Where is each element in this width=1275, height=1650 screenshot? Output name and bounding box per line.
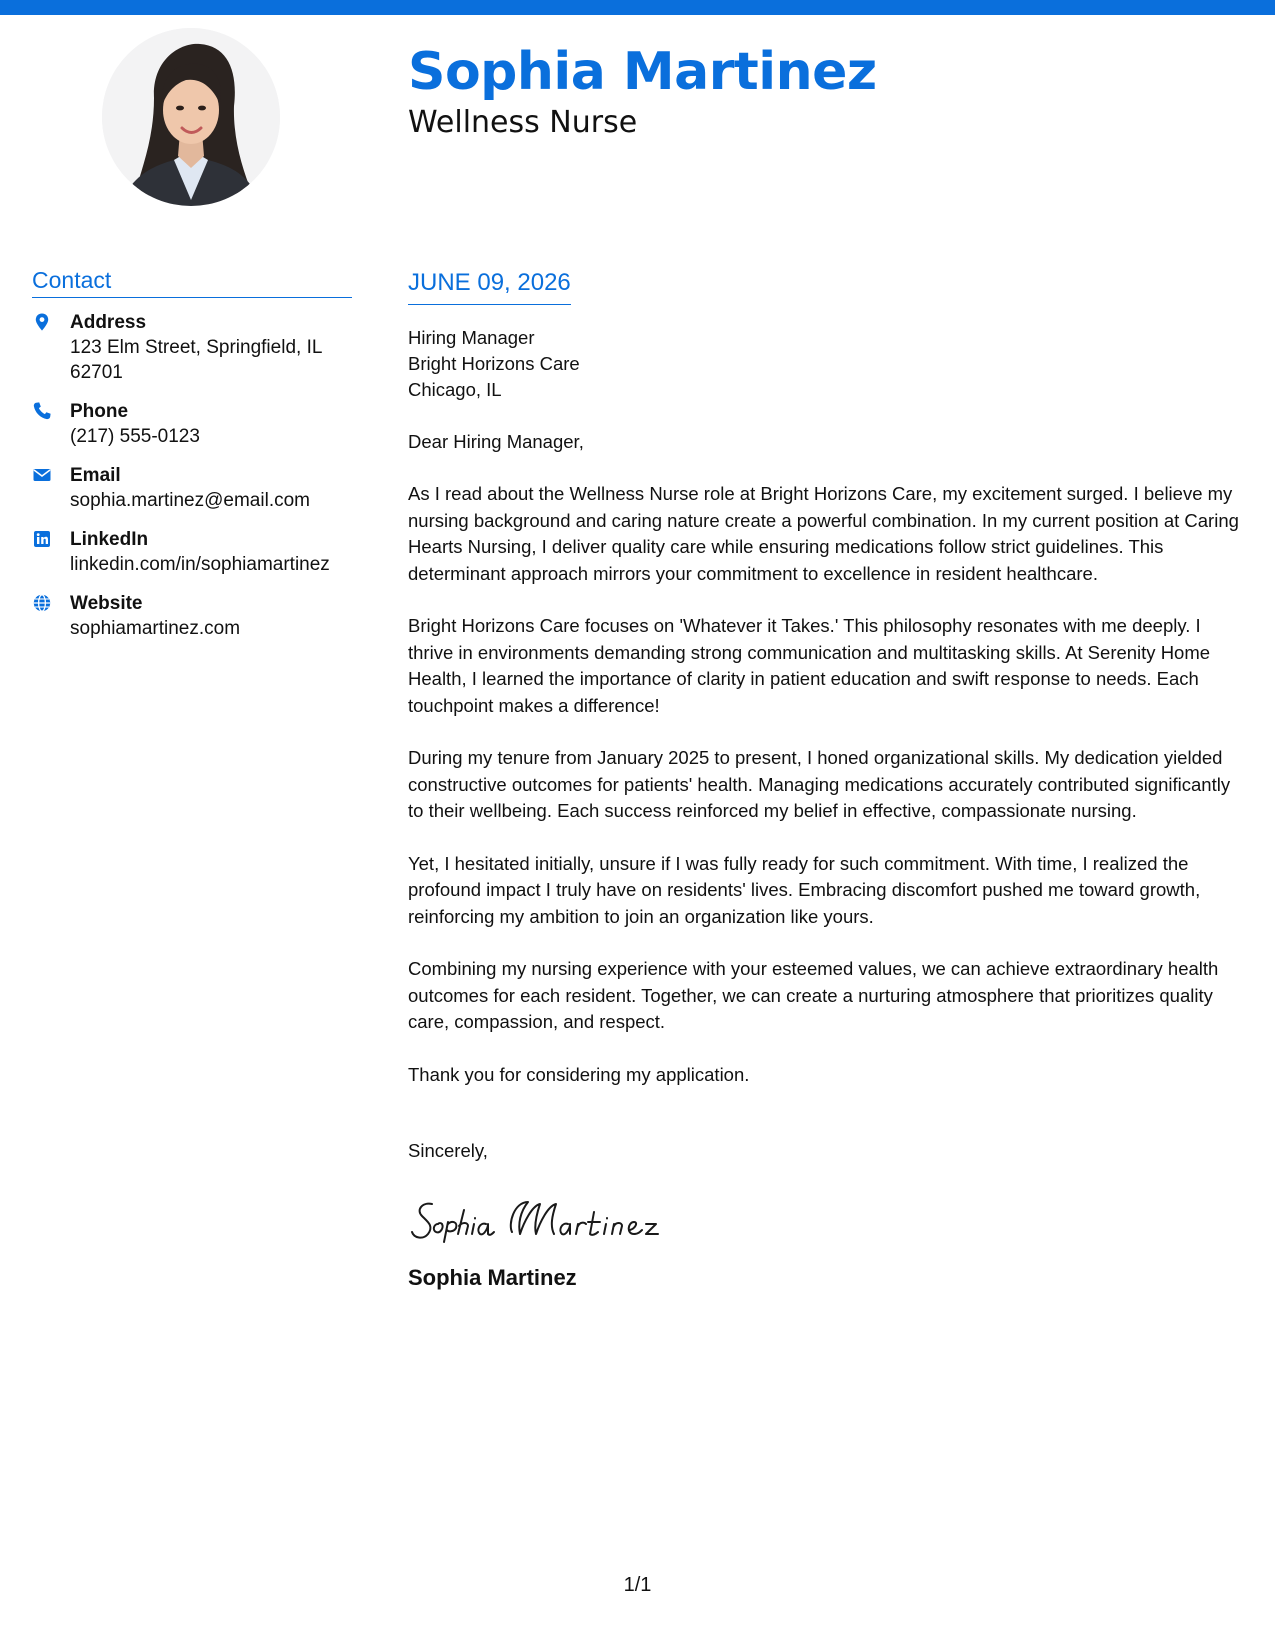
contact-item-email xyxy=(32,463,352,513)
body-paragraph: Yet, I hesitated initially, unsure if I was fully ready for such commitment. With time, I realized the profound impact I truly have on residents' lives. Embracing discomfort pushed me toward growth, reinforcing my ambition to join an organization like yours. xyxy=(408,852,1201,927)
letter-date: JUNE 09, 2026 xyxy=(408,268,571,305)
body-paragraph: As I read about the Wellness Nurse role at Bright Horizons Care, my excitement surged. I believe my nursing background and caring nature create a powerful combination. In my current position at Caring Hearts Nursing, I deliver quality care while ensuring medications follow strict guidelines. This determinant approach mirrors your commitment to excellence in resident healthcare. xyxy=(408,483,1239,584)
linkedin-label: LinkedIn xyxy=(70,529,149,550)
closing: Sincerely, xyxy=(408,1140,488,1161)
contact-item-phone xyxy=(32,399,352,449)
linkedin-icon xyxy=(32,527,70,577)
recipient-line: Bright Horizons Care xyxy=(408,353,580,374)
phone-icon xyxy=(32,399,70,449)
contact-sidebar xyxy=(32,266,352,655)
letter-body xyxy=(408,268,1248,1292)
address-value: 123 Elm Street, Springfield, IL 62701 xyxy=(70,337,322,383)
profile-photo xyxy=(102,28,280,206)
address-label: Address xyxy=(70,312,147,333)
website-value: sophiamartinez.com xyxy=(70,618,241,639)
candidate-name: Sophia Martinez xyxy=(408,42,877,102)
contact-heading: Contact xyxy=(32,266,352,298)
email-value: sophia.martinez@email.com xyxy=(70,490,310,511)
email-label: Email xyxy=(70,465,121,486)
contact-list xyxy=(32,310,352,641)
phone-value: (217) 555-0123 xyxy=(70,426,200,447)
recipient-line: Hiring Manager xyxy=(408,327,535,348)
top-accent-bar xyxy=(0,0,1275,15)
signer-name: Sophia Martinez xyxy=(408,1265,577,1290)
contact-item-website xyxy=(32,591,352,641)
body-paragraph: Combining my nursing experience with your esteemed values, we can achieve extraordinary health outcomes for each resident. Together, we can create a nurturing atmosphere that prioritizes quality care, compassion, and respect. xyxy=(408,958,1219,1032)
contact-item-address xyxy=(32,310,352,385)
body-paragraph: Bright Horizons Care focuses on 'Whatever it Takes.' This philosophy resonates with me deeply. I thrive in environments demanding strong communication and multitasking skills. At Serenity Home Health, I learned the importance of clarity in patient education and swift response to needs. Each touchpoint makes a difference! xyxy=(408,615,1211,716)
location-pin-icon xyxy=(32,310,70,385)
salutation: Dear Hiring Manager, xyxy=(408,431,584,452)
profile-photo-illustration xyxy=(102,28,280,206)
page-number: 1/1 xyxy=(623,1574,652,1596)
job-title: Wellness Nurse xyxy=(408,105,638,140)
recipient-line: Chicago, IL xyxy=(408,379,502,400)
phone-label: Phone xyxy=(70,401,129,422)
globe-icon xyxy=(32,591,70,641)
contact-item-linkedin xyxy=(32,527,352,577)
recipient-block xyxy=(408,325,1248,403)
body-paragraph: Thank you for considering my application. xyxy=(408,1063,750,1085)
website-label: Website xyxy=(70,593,143,614)
linkedin-value: linkedin.com/in/sophiamartinez xyxy=(70,554,330,575)
email-icon xyxy=(32,463,70,513)
handwritten-signature xyxy=(408,1194,678,1246)
body-paragraph: During my tenure from January 2025 to present, I honed organizational skills. My dedication yielded constructive outcomes for patients' health. Managing medications accurately contributed significantly to their wellbeing. Each success reinforced my belief in effective, compassionate nursing. xyxy=(408,747,1231,821)
